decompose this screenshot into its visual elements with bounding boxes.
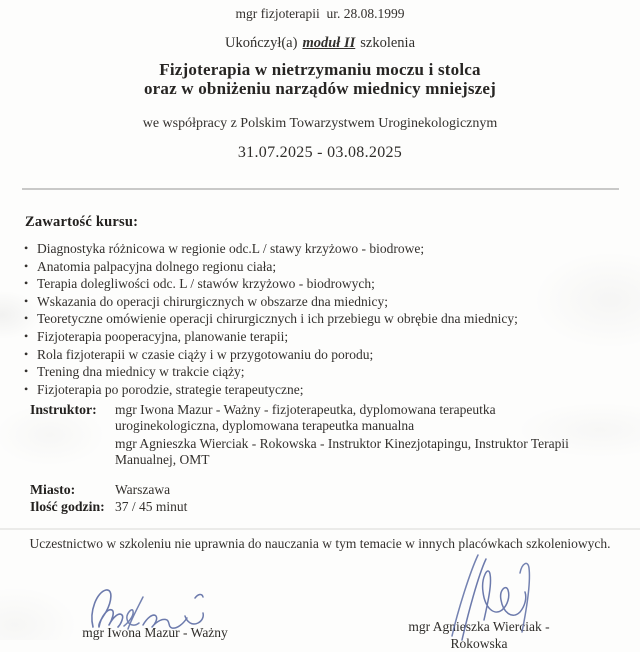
signature-right-name: mgr Agnieszka Wierciak - (408, 619, 550, 634)
city-label: Miasto: (30, 482, 76, 497)
course-item: • Anatomia palpacyjna dolnego regionu ciała; (24, 258, 518, 276)
completion-suffix: szkolenia (360, 35, 416, 51)
disclaimer: Uczestnictwo w szkoleniu nie uprawnia do nauczania w tym temacie w innych placówkach szkoleniowych. (29, 536, 611, 551)
instructor-entry-line: uroginekologiczna, dyplomowana terapeutka manualna (115, 418, 415, 434)
course-content-heading: Zawartość kursu: (25, 214, 139, 230)
instructor-entry-line: mgr Iwona Mazur - Ważny - fizjoterapeutka, dyplomowana terapeutka (115, 402, 496, 417)
date-range: 31.07.2025 - 03.08.2025 (237, 144, 403, 161)
course-item: • Rola fizjoterapii w czasie ciąży i w przygotowaniu do porodu; (24, 346, 518, 364)
instructor-entries (115, 402, 569, 469)
instructor-entry-line: mgr Agnieszka Wierciak - Rokowska - Instruktor Kinezjotapingu, Instruktor Terapii (115, 435, 569, 451)
signature-left-name: mgr Iwona Mazur - Ważny (82, 625, 228, 640)
course-title-line1: Fizjoterapia w nietrzymaniu moczu i stolca (159, 60, 481, 79)
course-content-list (24, 240, 518, 398)
divider-bottom (0, 528, 640, 530)
course-item: • Teoretyczne omówienie operacji chirurgicznych i ich przebiegu w obrębie dna miednicy; (24, 310, 518, 328)
course-item: • Fizjoterapia po porodzie, strategie terapeutyczne; (24, 381, 518, 399)
course-item: • Trening dna miednicy w trakcie ciąży; (24, 363, 518, 381)
signature-right-name-line2: Rokowska (450, 636, 508, 651)
completion-prefix: Ukończył(a) (224, 35, 298, 51)
course-item: • Terapia dolegliwości odc. L / stawów krzyżowo - biodrowych; (24, 275, 518, 293)
completion-module: moduł II (302, 35, 356, 51)
course-title (0, 61, 640, 98)
instructor-entry-line: Manualnej, OMT (115, 452, 210, 468)
divider-top (22, 188, 619, 190)
completion-line (0, 35, 640, 52)
hours-value: 37 / 45 minut (115, 499, 188, 514)
course-item: • Diagnostyka różnicowa w regionie odc.L / stawy krzyżowo - biodrowe; (24, 240, 518, 258)
signature-right-ink (428, 552, 546, 642)
instructor-label: Instruktor: (30, 402, 97, 417)
course-item: • Fizjoterapia pooperacyjna, planowanie terapii; (24, 328, 518, 346)
course-item: • Wskazania do operacji chirurgicznych w obszarze dna miednicy; (24, 293, 518, 311)
credential-line: mgr fizjoterapii ur. 28.08.1999 (235, 6, 405, 21)
city-value: Warszawa (115, 482, 171, 497)
course-title-line2: oraz w obniżeniu narządów miednicy mniejszej (143, 78, 497, 98)
cooperation-line: we współpracy z Polskim Towarzystwem Uroginekologicznym (142, 116, 498, 131)
hours-label: Ilość godzin: (30, 499, 105, 514)
